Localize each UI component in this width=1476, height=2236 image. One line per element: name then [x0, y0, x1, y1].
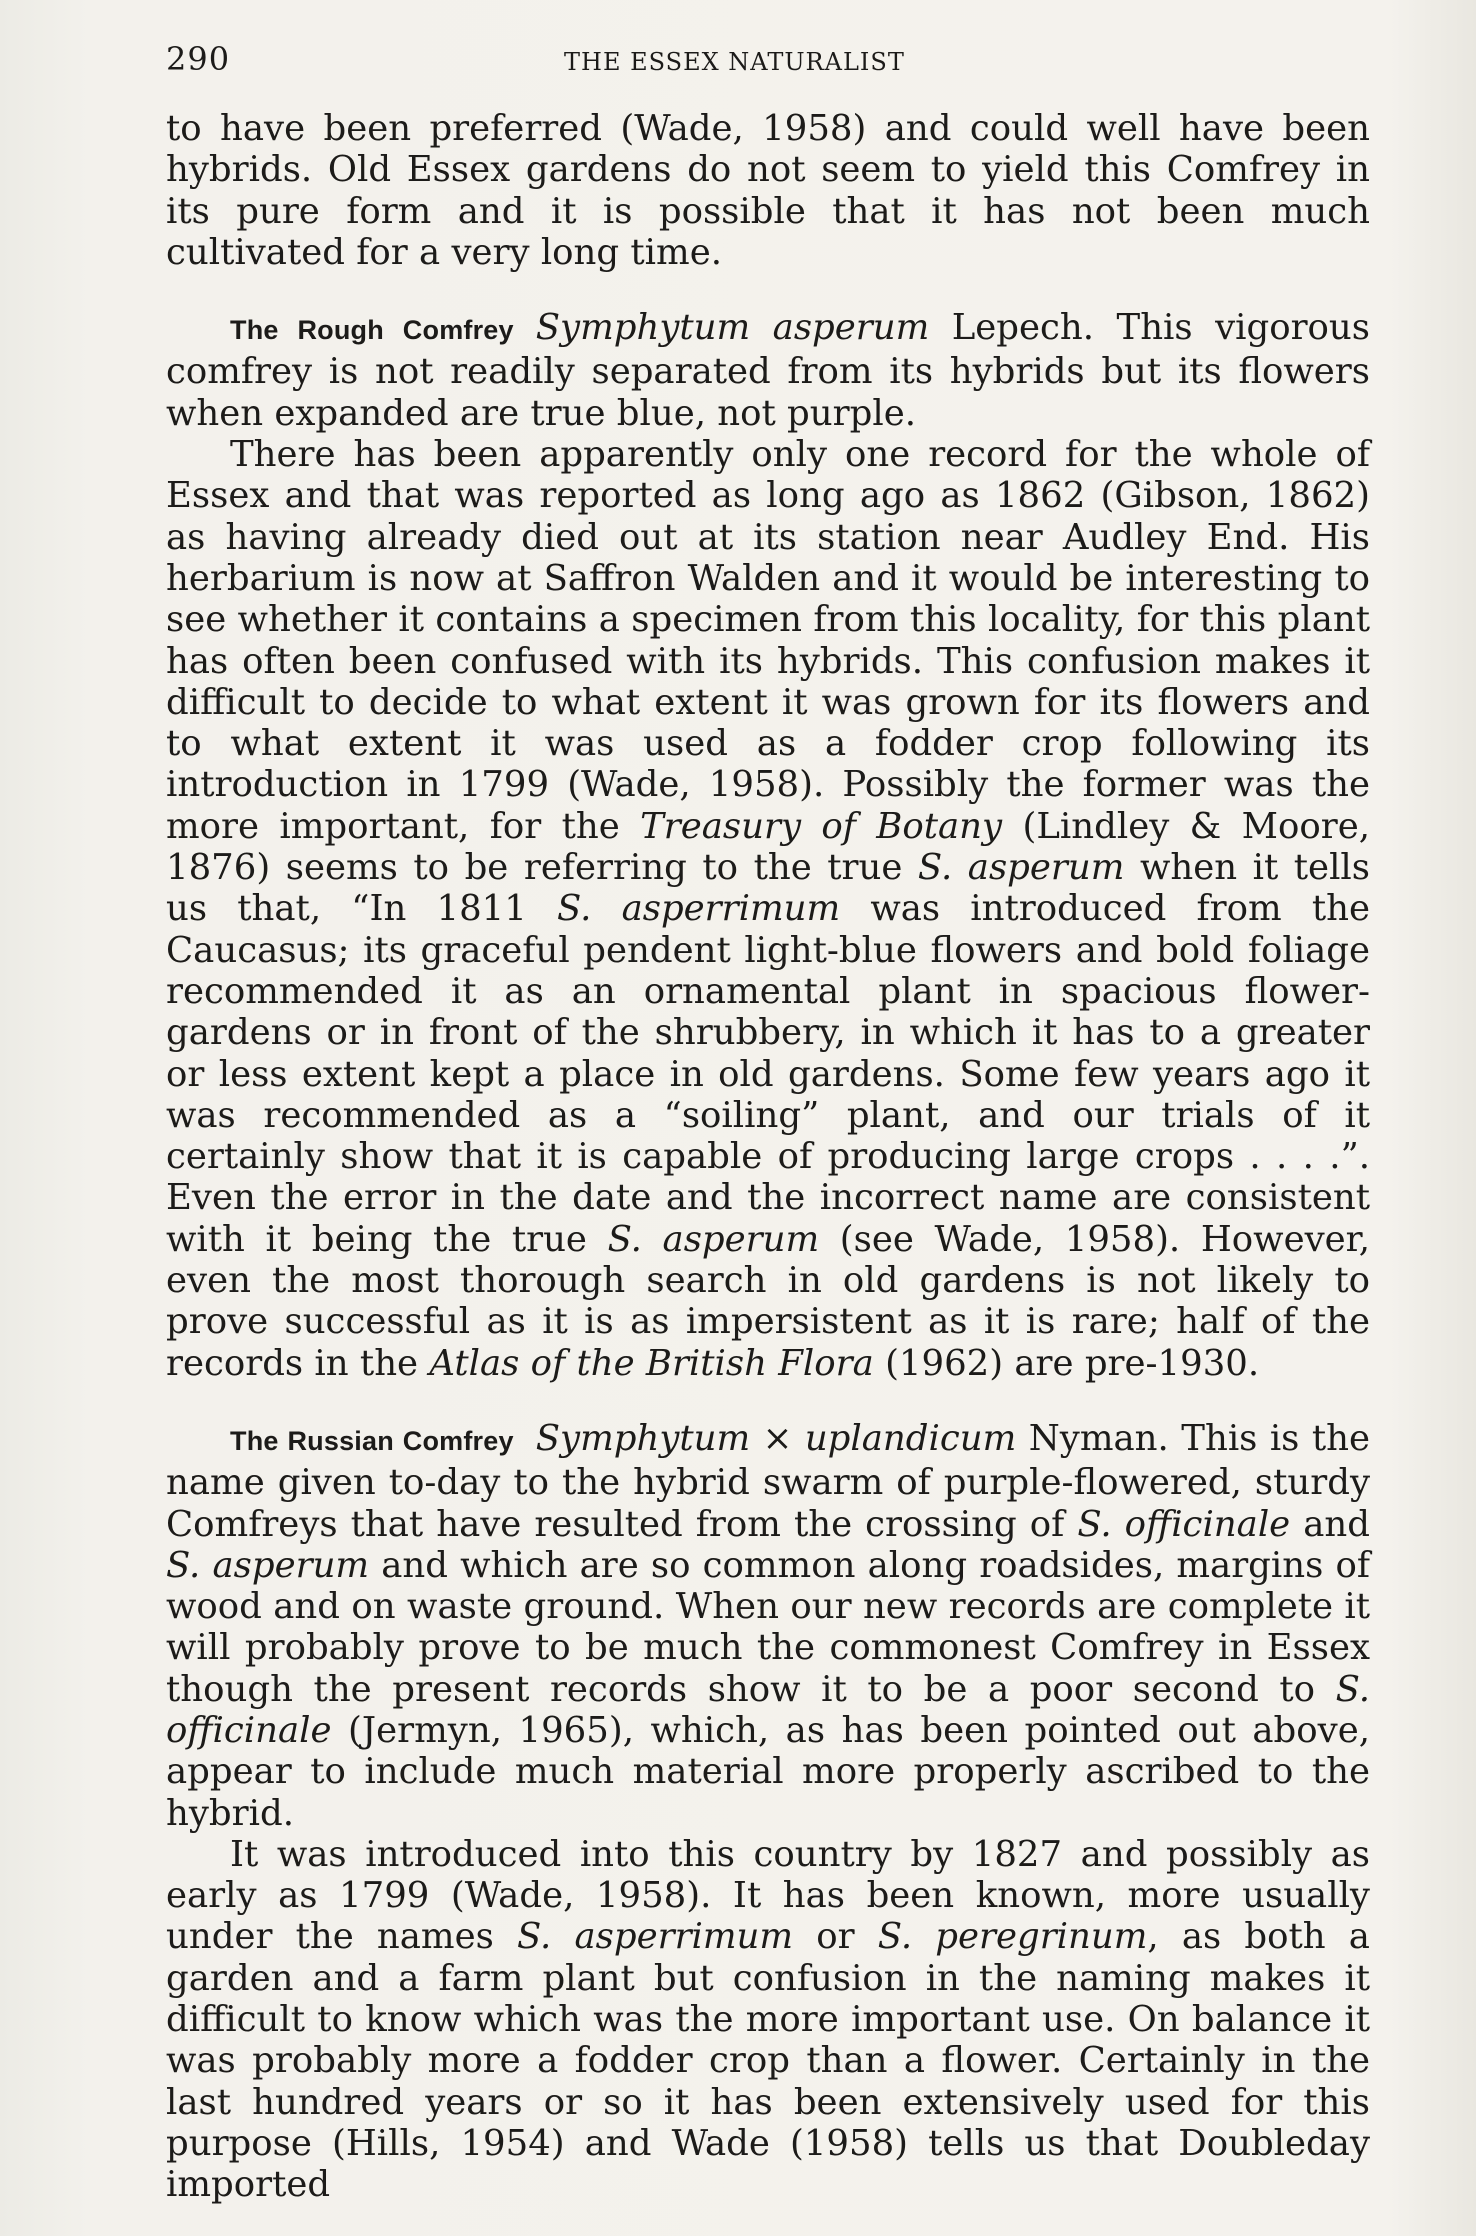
section-gap — [166, 1384, 1370, 1418]
paragraph-introduction — [166, 1834, 1370, 2206]
text-run: was introduced from the Caucasus; its graceful pendent light-blue flowers and bold foliage recommended it as an ornamental plant in spacious flower-gardens or in front of the shrubbery, in which it has to a greater or less extent kept a place in old gardens. Some few years ago it was recommended as a “soiling” plant, and our trials of it certainly show that it is capable of producing large crops . . . .”. Even the error in the date and the incorrect name are consistent with it being the true — [166, 888, 1370, 1260]
species-name: S. peregrinum — [877, 1916, 1148, 1958]
text-run: (Lindley & Moore, 1876) seems to be referring to the true — [166, 805, 1370, 889]
species-name: Symphytum asperum — [535, 307, 930, 349]
text-run: (1962) are pre-1930. — [873, 1342, 1260, 1384]
book-title: Treasury of Botany — [640, 805, 1003, 847]
species-name: S. asperum — [917, 847, 1125, 889]
section-heading-rough-comfrey: The Rough Comfrey — [230, 315, 514, 346]
species-name: Symphytum × uplandicum — [535, 1417, 1017, 1459]
paragraph-text: Lepech. This vigorous comfrey is not readily separated from its hybrids but its flowers when expanded are true blue, not purple. — [166, 307, 1371, 434]
running-head: THE ESSEX NATURALIST — [564, 48, 905, 76]
text-run: Nyman. This is the name given to-day to the hybrid swarm of purple-flowered, sturdy Comfreys that have resulted from the crossing of — [166, 1417, 1370, 1545]
text-run: There has been apparently only one record for the whole of Essex and that was reported as long ago as 1862 (Gibson, 1862) as having already died out at its station near Audley End. His herbarium is now at Saffron Walden and it would be interesting to see whether it contains a specimen from this locality, for this plant has often been confused with its hybrids. This confusion makes it difficult to decide to what extent it was grown for its flowers and to what extent it was used as a fodder crop following its introduction in 1799 (Wade, 1958). Possibly the former was the more important, for the — [166, 434, 1370, 847]
body-text — [166, 108, 1370, 2206]
text-run: and — [1290, 1503, 1370, 1545]
text-run: (Jermyn, 1965), which, as has been pointed out above, appear to include much material more properly ascribed to the hybrid. — [166, 1709, 1370, 1834]
section-gap — [166, 273, 1370, 307]
text-run: or — [793, 1916, 878, 1958]
species-name: S. officinale — [1077, 1503, 1291, 1545]
species-name: S. officinale — [166, 1668, 1370, 1751]
paragraph-continuation — [166, 108, 1370, 273]
species-name: S. asperum — [166, 1544, 370, 1586]
text-run: It was introduced into this country by 1827 and possibly as early as 1799 (Wade, 1958). It has been known, more usually under the names — [166, 1833, 1370, 1958]
section-rough-comfrey — [166, 307, 1370, 434]
text-run: (see Wade, 1958). However, even the most thorough search in old gardens is not likely to prove successful as it is as impersistent as it is rare; half of the records in the — [166, 1218, 1370, 1384]
section-russian-comfrey — [166, 1418, 1370, 1834]
book-title: Atlas of the British Flora — [429, 1342, 874, 1384]
text-run: when it tells us that, “In 1811 — [166, 847, 1370, 930]
species-name: S. asperum — [607, 1218, 820, 1260]
text-run: and which are so common along roadsides, margins of wood and on waste ground. When our new records are complete it will probably prove to be much the commonest Comfrey in Essex though the present records show it to be a poor second to — [166, 1544, 1370, 1710]
species-name: S. asperrimum — [516, 1916, 794, 1958]
page-number: 290 — [166, 40, 231, 78]
paragraph-gibson-record — [166, 434, 1370, 1384]
species-name: S. asperrimum — [557, 888, 841, 930]
paragraph-text: to have been preferred (Wade, 1958) and could well have been hybrids. Old Essex gardens do not seem to yield this Comfrey in its pure form and it is possible that it has not been much cultivated for a very long time. — [166, 108, 1370, 273]
text-run: , as both a garden and a farm plant but confusion in the naming makes it difficult to know which was the more important use. On balance it was probably more a fodder crop than a flower. Certainly in the last hundred years or so it has been extensively used for this purpose (Hills, 1954) and Wade (1958) tells us that Doubleday imported — [166, 1916, 1370, 2206]
page-header — [166, 40, 1370, 88]
section-heading-russian-comfrey: The Russian Comfrey — [230, 1425, 514, 1456]
